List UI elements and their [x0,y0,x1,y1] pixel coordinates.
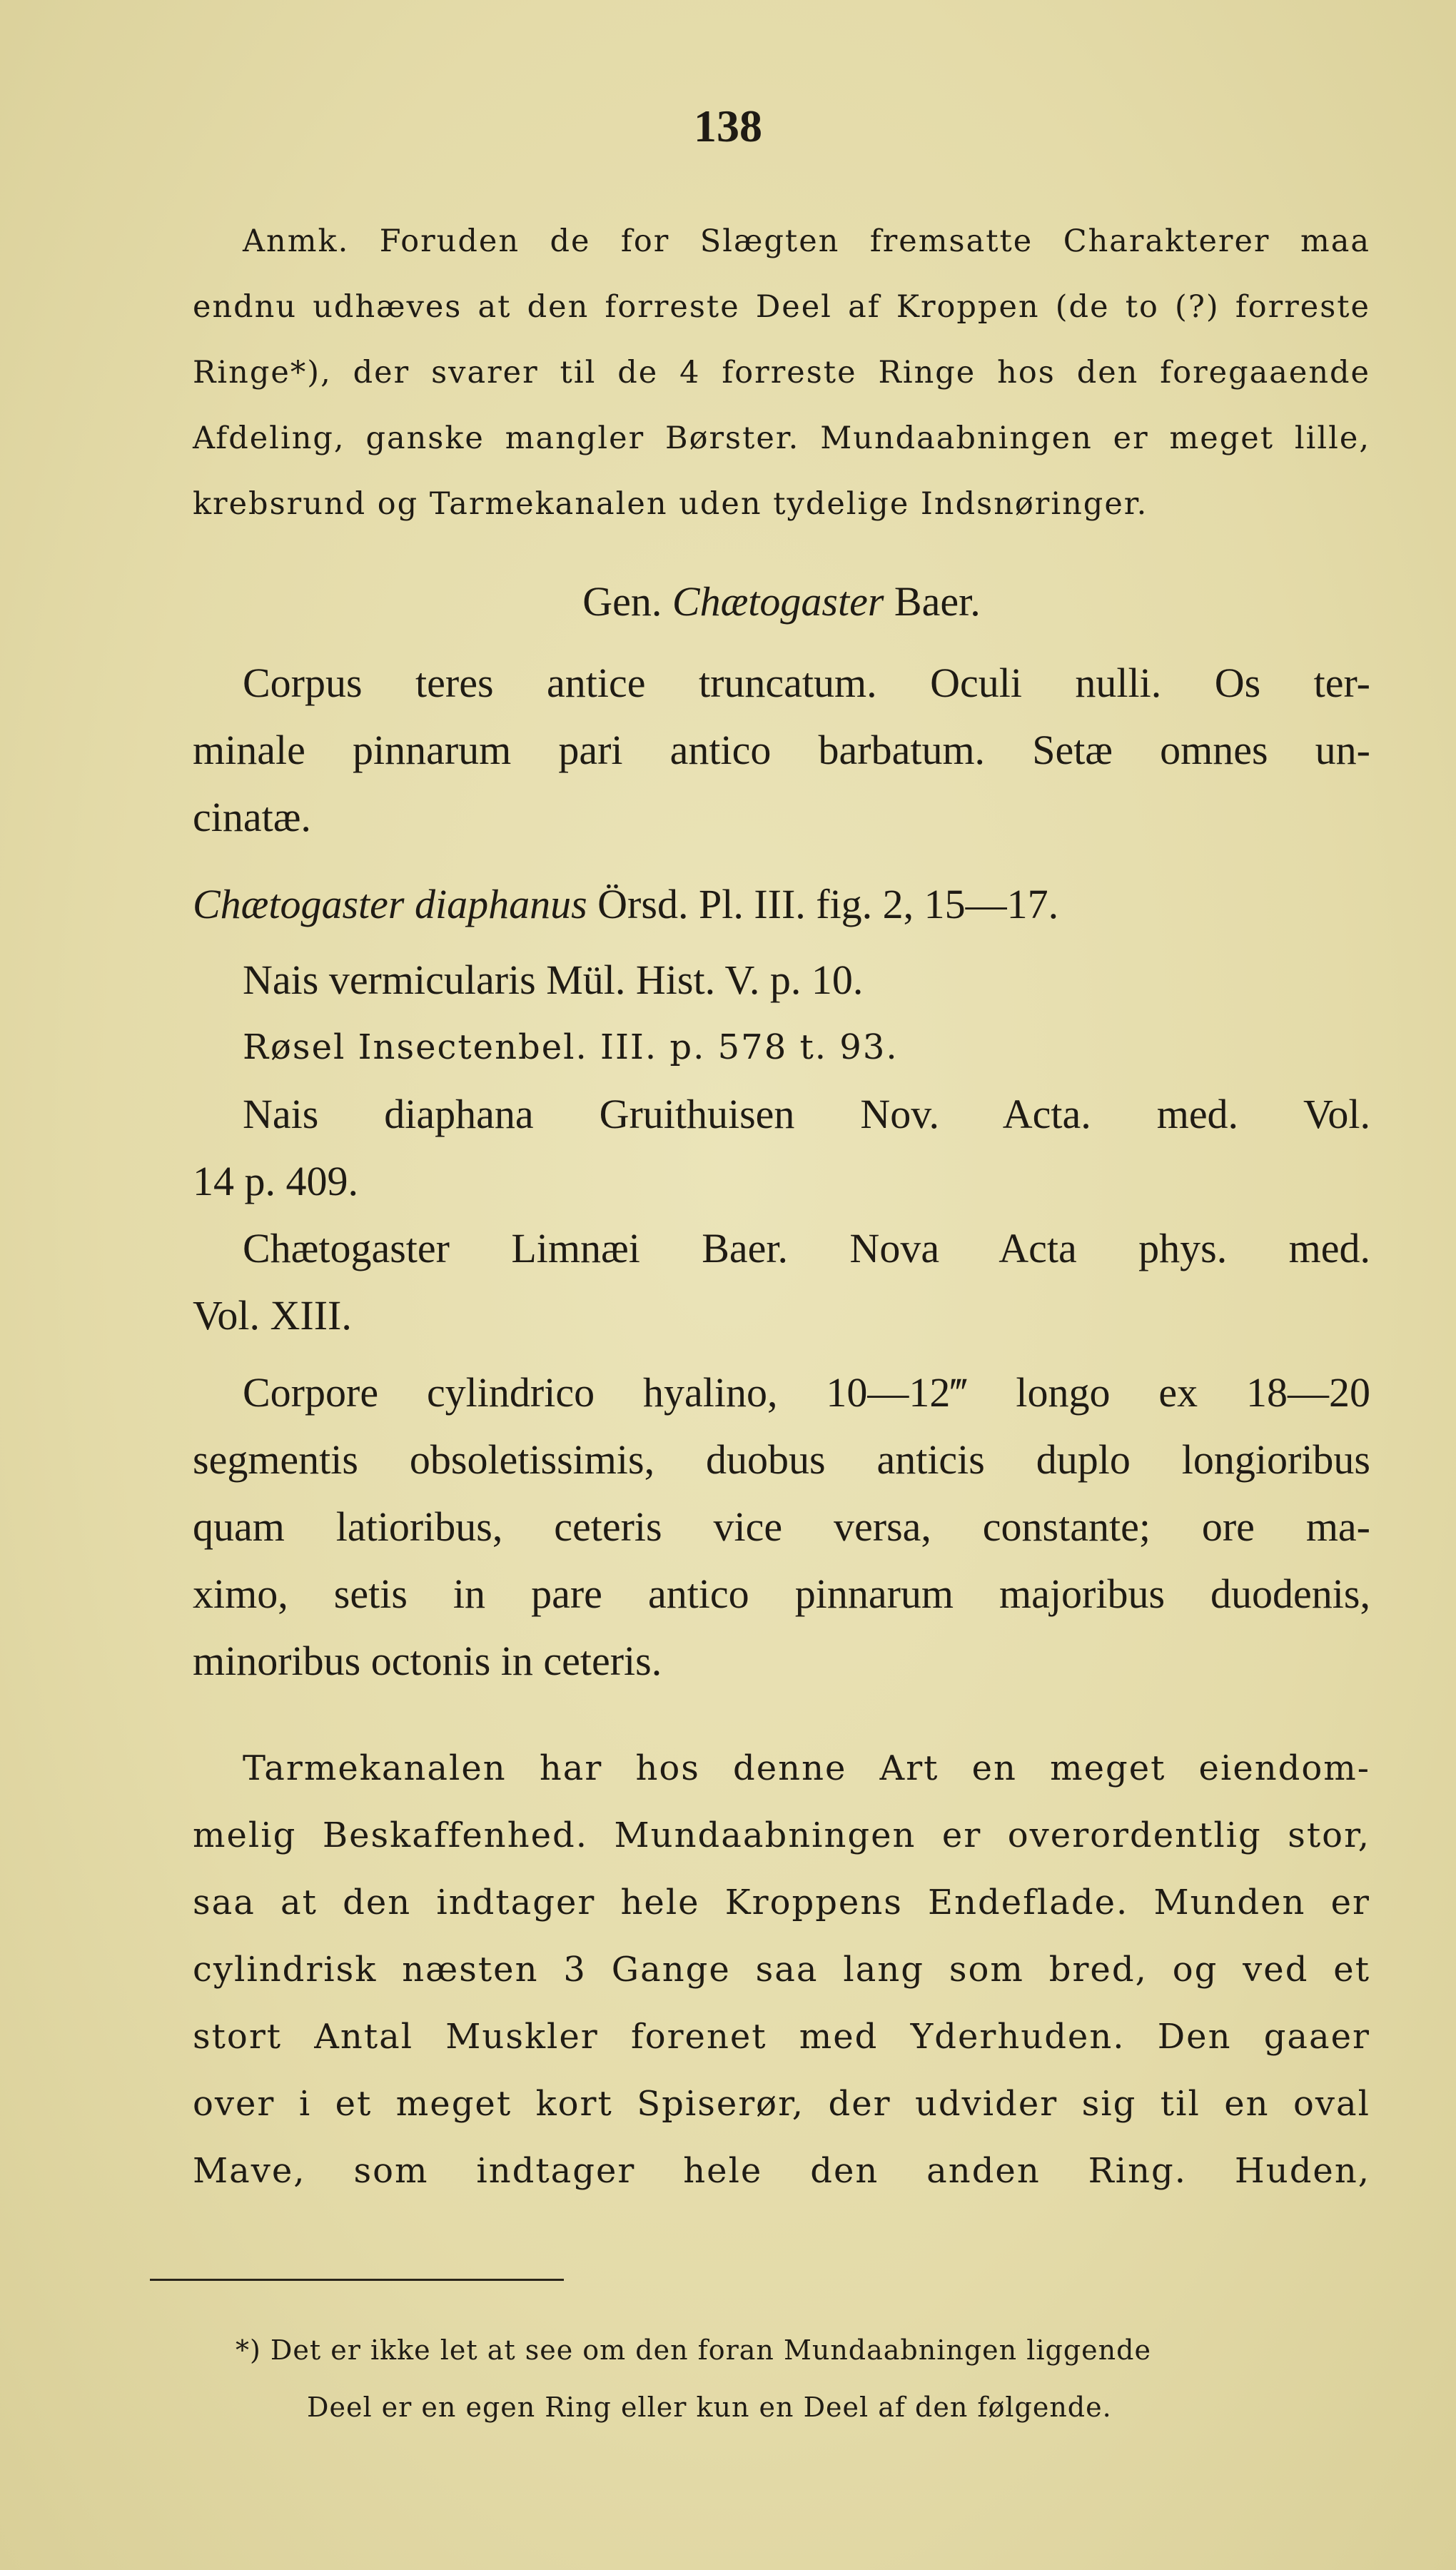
remark-line: Anmk. Foruden de for Slægten fremsatte Charakterer maa [243,223,1370,259]
species-description [193,1359,1370,1695]
diagnosis-line: minale pinnarum pari antico barbatum. Setæ omnes un- [193,727,1370,773]
remark-line: Ringe*), der svarer til de 4 forreste Ringe hos den foregaaende [193,355,1370,390]
body-paragraph [193,1735,1370,2204]
species-reference: Örsd. Pl. III. fig. 2, 15—17. [597,881,1059,927]
genus-heading [193,568,1370,635]
description-line: quam latioribus, ceteris vice versa, constante; ore ma- [193,1503,1370,1550]
description-line: Corpore cylindrico hyalino, 10—12‴ longo ex 18—20 [243,1369,1370,1416]
synonym-line: Chætogaster Limnæi Baer. Nova Acta phys. med. [243,1225,1370,1271]
body-line: cylindrisk næsten 3 Gange saa lang som bred, og ved et [193,1950,1370,1990]
description-line: ximo, setis in pare antico pinnarum majoribus duodenis, [193,1571,1370,1617]
body-line: Mave, som indtager hele den anden Ring. Huden, [193,2151,1370,2191]
genus-author: Baer. [894,578,981,625]
footnote [236,2322,1370,2436]
page-number: 138 [694,101,762,151]
remark-line: krebsrund og Tarmekanalen uden tydelige Indsnøringer. [193,486,1148,522]
genus-label: Gen. [582,578,662,625]
synonym-line: Røsel Insectenbel. III. p. 578 t. 93. [243,1027,899,1067]
diagnosis-line: Corpus teres antice truncatum. Oculi nulli. Os ter- [243,660,1370,706]
synonym-line: Vol. XIII. [193,1292,352,1339]
body-line: Tarmekanalen har hos denne Art en meget eiendom- [243,1748,1370,1788]
footnote-line: Deel er en egen Ring eller kun en Deel af den følgende. [307,2392,1112,2423]
species-name: Chætogaster diaphanus [193,881,587,927]
remark-paragraph [193,208,1370,537]
genus-diagnosis [193,650,1370,851]
body-line: melig Beskaffenhed. Mundaabningen er overordentlig stor, [193,1815,1370,1855]
synonym-list [193,947,1370,1349]
synonym-line: 14 p. 409. [193,1158,358,1204]
description-line: minoribus octonis in ceteris. [193,1638,662,1684]
remark-line: Afdeling, ganske mangler Børster. Mundaabningen er meget lille, [193,420,1370,456]
description-line: segmentis obsoletissimis, duobus anticis duplo longioribus [193,1436,1370,1483]
species-heading [193,871,1370,938]
synonym-line: Nais diaphana Gruithuisen Nov. Acta. med. Vol. [243,1091,1370,1137]
footnote-divider [150,2279,564,2281]
synonym-line: Nais vermicularis Mül. Hist. V. p. 10. [243,957,864,1003]
footnote-line: *) Det er ikke let at see om den foran Mundaabningen liggende [236,2334,1151,2366]
genus-name: Chætogaster [672,578,884,625]
body-line: stort Antal Muskler forenet med Yderhuden. Den gaaer [193,2017,1370,2057]
remark-line: endnu udhæves at den forreste Deel af Kroppen (de to (?) forreste [193,289,1370,325]
diagnosis-line: cinatæ. [193,794,311,840]
body-line: saa at den indtager hele Kroppens Endeflade. Munden er [193,1883,1370,1923]
body-line: over i et meget kort Spiserør, der udvider sig til en oval [193,2084,1370,2124]
